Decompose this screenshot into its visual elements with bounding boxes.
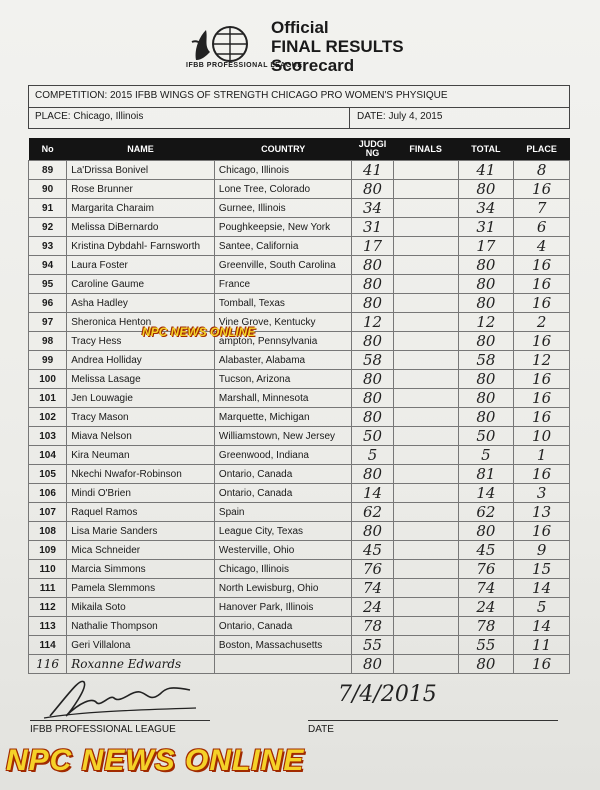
table-row (29, 370, 570, 389)
place-value: 14 (514, 617, 570, 636)
competitor-name: Nkechi Nwafor-Robinson (67, 465, 215, 484)
table-row (29, 256, 570, 275)
judging-score: 80 (352, 180, 393, 199)
finals-score (393, 161, 458, 180)
row-number: 90 (29, 180, 67, 199)
judging-score: 80 (352, 655, 393, 674)
competition-text: COMPETITION: 2015 IFBB WINGS OF STRENGTH CHICAGO PRO WOMEN'S PHYSIQUE (35, 90, 448, 101)
place-value: 16 (514, 465, 570, 484)
finals-score (393, 598, 458, 617)
total-score: 31 (458, 218, 514, 237)
row-number: 105 (29, 465, 67, 484)
judging-score: 80 (352, 275, 393, 294)
total-score: 12 (458, 313, 514, 332)
finals-score (393, 351, 458, 370)
competitor-country: Boston, Massachusetts (214, 636, 351, 655)
row-number: 89 (29, 161, 67, 180)
place-value: 16 (514, 408, 570, 427)
judging-score: 41 (352, 161, 393, 180)
total-score: 80 (458, 180, 514, 199)
competitor-name: Kira Neuman (67, 446, 215, 465)
judging-score: 58 (352, 351, 393, 370)
competitor-country: Greenville, South Carolina (214, 256, 351, 275)
total-score: 76 (458, 560, 514, 579)
judging-score: 80 (352, 389, 393, 408)
competitor-country: France (214, 275, 351, 294)
row-number: 98 (29, 332, 67, 351)
col-header-finals: FINALS (393, 138, 458, 161)
finals-score (393, 389, 458, 408)
judging-score: 24 (352, 598, 393, 617)
table-row (29, 332, 570, 351)
competitor-country: Ontario, Canada (214, 617, 351, 636)
place-value: 4 (514, 237, 570, 256)
col-header-total: TOTAL (458, 138, 514, 161)
place-value: 16 (514, 332, 570, 351)
finals-score (393, 370, 458, 389)
league-label: IFBB PROFESSIONAL LEAGUE (30, 724, 176, 735)
competitor-name: Nathalie Thompson (67, 617, 215, 636)
finals-score (393, 313, 458, 332)
judging-score: 78 (352, 617, 393, 636)
row-number: 97 (29, 313, 67, 332)
finals-score (393, 332, 458, 351)
table-row (29, 446, 570, 465)
total-score: 78 (458, 617, 514, 636)
place-value: 3 (514, 484, 570, 503)
competitor-name: Mica Schneider (67, 541, 215, 560)
results-table (28, 138, 570, 674)
competitor-country: Ontario, Canada (214, 484, 351, 503)
col-header-name: NAME (67, 138, 215, 161)
total-score: 5 (458, 446, 514, 465)
row-number: 104 (29, 446, 67, 465)
finals-score (393, 560, 458, 579)
judging-score: 17 (352, 237, 393, 256)
judging-score: 45 (352, 541, 393, 560)
finals-score (393, 408, 458, 427)
total-score: 24 (458, 598, 514, 617)
place-value: 16 (514, 256, 570, 275)
table-row (29, 617, 570, 636)
competitor-country: Westerville, Ohio (214, 541, 351, 560)
competitor-name: Pamela Slemmons (67, 579, 215, 598)
ifbb-logo-icon (186, 22, 264, 80)
handwritten-date: 7/4/2015 (338, 682, 437, 707)
competitor-name: Andrea Holliday (67, 351, 215, 370)
total-score: 80 (458, 408, 514, 427)
judging-score: 80 (352, 522, 393, 541)
page-title (271, 18, 404, 75)
total-score: 45 (458, 541, 514, 560)
row-number: 106 (29, 484, 67, 503)
col-header-no: No (29, 138, 67, 161)
finals-score (393, 541, 458, 560)
competitor-country: Chicago, Illinois (214, 560, 351, 579)
place-value: 16 (514, 294, 570, 313)
col-header-place: PLACE (514, 138, 570, 161)
finals-score (393, 294, 458, 313)
finals-score (393, 275, 458, 294)
results-body (29, 161, 570, 674)
competitor-name: Mikaila Soto (67, 598, 215, 617)
title-line-2: FINAL RESULTS (271, 37, 404, 56)
place-value: 10 (514, 427, 570, 446)
competitor-country: Marquette, Michigan (214, 408, 351, 427)
competitor-name: Caroline Gaume (67, 275, 215, 294)
competitor-name: La'Drissa Bonivel (67, 161, 215, 180)
competitor-country: Marshall, Minnesota (214, 389, 351, 408)
place-value: 11 (514, 636, 570, 655)
table-row (29, 522, 570, 541)
table-row (29, 503, 570, 522)
place-value: 1 (514, 446, 570, 465)
competitor-name: Kristina Dybdahl- Farnsworth (67, 237, 215, 256)
competitor-country: Santee, California (214, 237, 351, 256)
total-score: 80 (458, 256, 514, 275)
row-number: 107 (29, 503, 67, 522)
row-number: 110 (29, 560, 67, 579)
competitor-country: Ontario, Canada (214, 465, 351, 484)
judging-score: 74 (352, 579, 393, 598)
total-score: 80 (458, 275, 514, 294)
watermark-overlay: NPC NEWS ONLINE (142, 325, 256, 339)
judging-score: 12 (352, 313, 393, 332)
table-row (29, 180, 570, 199)
table-row (29, 389, 570, 408)
judging-score: 14 (352, 484, 393, 503)
row-number: 100 (29, 370, 67, 389)
row-number: 94 (29, 256, 67, 275)
judging-score: 80 (352, 370, 393, 389)
finals-score (393, 503, 458, 522)
competitor-name: Asha Hadley (67, 294, 215, 313)
total-score: 34 (458, 199, 514, 218)
judging-score: 31 (352, 218, 393, 237)
place-value: 12 (514, 351, 570, 370)
competitor-country: Lone Tree, Colorado (214, 180, 351, 199)
place-value: 2 (514, 313, 570, 332)
total-score: 80 (458, 655, 514, 674)
date-label: DATE (308, 724, 334, 735)
competitor-name: Marcia Simmons (67, 560, 215, 579)
table-row (29, 351, 570, 370)
table-row (29, 199, 570, 218)
finals-score (393, 218, 458, 237)
place-value: 13 (514, 503, 570, 522)
row-number: 96 (29, 294, 67, 313)
judging-score: 50 (352, 427, 393, 446)
date-divider (349, 107, 350, 128)
row-number: 114 (29, 636, 67, 655)
finals-score (393, 256, 458, 275)
competitor-country: Spain (214, 503, 351, 522)
finals-score (393, 617, 458, 636)
competitor-country (214, 655, 351, 674)
competitor-country: Tucson, Arizona (214, 370, 351, 389)
table-row (29, 427, 570, 446)
competitor-country: ampton, Pennsylvania (214, 332, 351, 351)
place-value: 16 (514, 655, 570, 674)
competitor-name: Sheronica Henton (67, 313, 215, 332)
finals-score (393, 522, 458, 541)
total-score: 17 (458, 237, 514, 256)
table-row (29, 408, 570, 427)
place-value: 16 (514, 522, 570, 541)
table-row (29, 655, 570, 674)
competitor-name: Geri Villalona (67, 636, 215, 655)
table-row (29, 636, 570, 655)
row-number: 103 (29, 427, 67, 446)
competitor-country: North Lewisburg, Ohio (214, 579, 351, 598)
finals-score (393, 465, 458, 484)
total-score: 80 (458, 294, 514, 313)
competitor-name: Raquel Ramos (67, 503, 215, 522)
judging-score: 80 (352, 332, 393, 351)
row-number: 116 (29, 655, 67, 674)
competitor-country: Hanover Park, Illinois (214, 598, 351, 617)
competitor-country: Greenwood, Indiana (214, 446, 351, 465)
total-score: 74 (458, 579, 514, 598)
competitor-name: Roxanne Edwards (67, 655, 215, 674)
table-row (29, 465, 570, 484)
row-number: 99 (29, 351, 67, 370)
competitor-name: Tracy Mason (67, 408, 215, 427)
row-number: 108 (29, 522, 67, 541)
place-value: 16 (514, 180, 570, 199)
place-date-row (29, 107, 569, 128)
row-number: 92 (29, 218, 67, 237)
table-row (29, 218, 570, 237)
place-value: 16 (514, 389, 570, 408)
total-score: 14 (458, 484, 514, 503)
competitor-name: Lisa Marie Sanders (67, 522, 215, 541)
total-score: 80 (458, 522, 514, 541)
competitor-name: Mindi O'Brien (67, 484, 215, 503)
competitor-name: Melissa DiBernardo (67, 218, 215, 237)
title-line-1: Official (271, 18, 329, 37)
total-score: 55 (458, 636, 514, 655)
place-value: 16 (514, 275, 570, 294)
competitor-country: Gurnee, Illinois (214, 199, 351, 218)
finals-score (393, 655, 458, 674)
judging-score: 34 (352, 199, 393, 218)
signature-line (30, 720, 210, 721)
total-score: 80 (458, 389, 514, 408)
judging-score: 76 (352, 560, 393, 579)
competitor-name: Tracy Hess (67, 332, 215, 351)
table-row (29, 294, 570, 313)
total-score: 80 (458, 370, 514, 389)
place-text: PLACE: Chicago, Illinois (35, 111, 144, 122)
table-row (29, 484, 570, 503)
competitor-name: Margarita Charaim (67, 199, 215, 218)
competition-row (29, 86, 569, 108)
total-score: 50 (458, 427, 514, 446)
col-header-judging: JUDGI NG (352, 138, 393, 161)
finals-score (393, 484, 458, 503)
row-number: 93 (29, 237, 67, 256)
place-value: 15 (514, 560, 570, 579)
competitor-name: Laura Foster (67, 256, 215, 275)
place-value: 14 (514, 579, 570, 598)
col-header-country: COUNTRY (214, 138, 351, 161)
row-number: 111 (29, 579, 67, 598)
date-text: DATE: July 4, 2015 (357, 111, 443, 122)
table-header-row (29, 138, 570, 161)
place-value: 16 (514, 370, 570, 389)
table-row (29, 598, 570, 617)
finals-score (393, 180, 458, 199)
row-number: 101 (29, 389, 67, 408)
finals-score (393, 199, 458, 218)
table-row (29, 237, 570, 256)
judging-score: 62 (352, 503, 393, 522)
judging-score: 80 (352, 294, 393, 313)
table-row (29, 579, 570, 598)
row-number: 95 (29, 275, 67, 294)
judging-score: 5 (352, 446, 393, 465)
total-score: 62 (458, 503, 514, 522)
logo-text: IFBB PROFESSIONAL LEAGUE (186, 62, 303, 69)
competition-info-box (28, 85, 570, 129)
place-value: 9 (514, 541, 570, 560)
competitor-country: Alabaster, Alabama (214, 351, 351, 370)
finals-score (393, 636, 458, 655)
table-row (29, 541, 570, 560)
competitor-name: Jen Louwagie (67, 389, 215, 408)
competitor-country: League City, Texas (214, 522, 351, 541)
competitor-name: Melissa Lasage (67, 370, 215, 389)
row-number: 91 (29, 199, 67, 218)
judging-score: 80 (352, 465, 393, 484)
finals-score (393, 446, 458, 465)
competitor-country: Chicago, Illinois (214, 161, 351, 180)
table-row (29, 161, 570, 180)
judging-score: 55 (352, 636, 393, 655)
judging-score: 80 (352, 408, 393, 427)
table-row (29, 560, 570, 579)
total-score: 81 (458, 465, 514, 484)
signature-icon (40, 672, 200, 722)
row-number: 109 (29, 541, 67, 560)
row-number: 102 (29, 408, 67, 427)
competitor-country: Vine Grove, Kentucky (214, 313, 351, 332)
total-score: 41 (458, 161, 514, 180)
judging-score: 80 (352, 256, 393, 275)
place-value: 8 (514, 161, 570, 180)
competitor-name: Miava Nelson (67, 427, 215, 446)
table-row (29, 313, 570, 332)
date-line (308, 720, 558, 721)
row-number: 113 (29, 617, 67, 636)
watermark-logo: NPC NEWS ONLINE (6, 744, 305, 777)
finals-score (393, 237, 458, 256)
competitor-country: Williamstown, New Jersey (214, 427, 351, 446)
place-value: 7 (514, 199, 570, 218)
place-value: 6 (514, 218, 570, 237)
total-score: 80 (458, 332, 514, 351)
title-line-3: Scorecard (271, 56, 355, 75)
table-row (29, 275, 570, 294)
competitor-name: Rose Brunner (67, 180, 215, 199)
finals-score (393, 579, 458, 598)
total-score: 58 (458, 351, 514, 370)
place-value: 5 (514, 598, 570, 617)
row-number: 112 (29, 598, 67, 617)
finals-score (393, 427, 458, 446)
competitor-country: Tomball, Texas (214, 294, 351, 313)
competitor-country: Poughkeepsie, New York (214, 218, 351, 237)
